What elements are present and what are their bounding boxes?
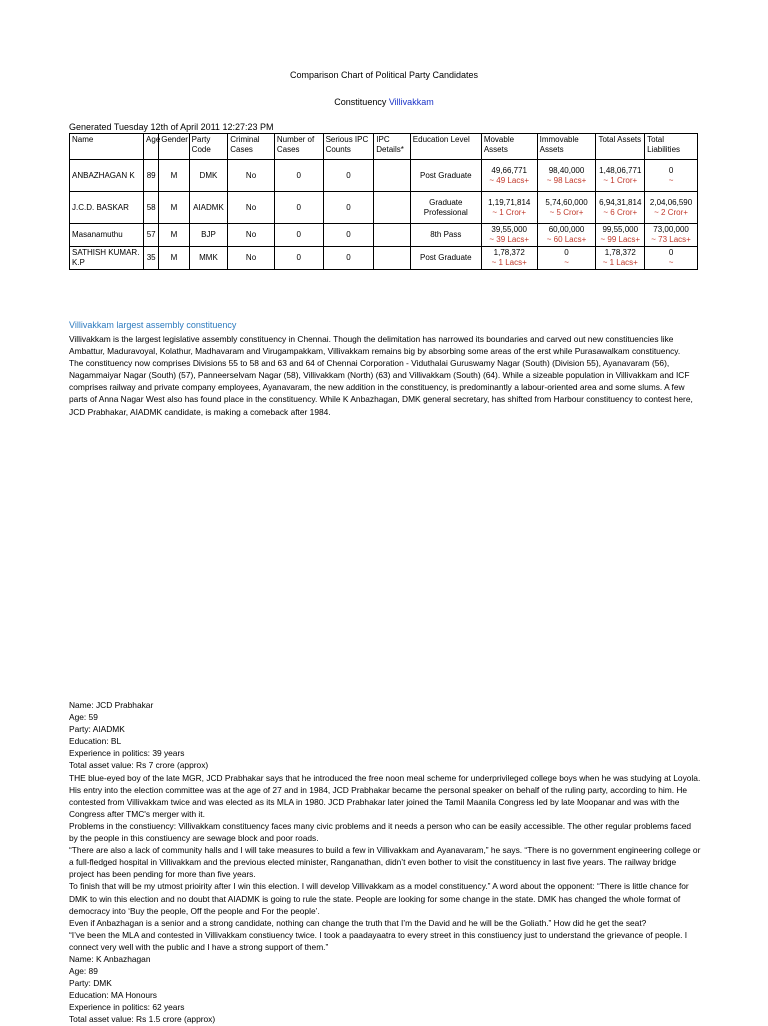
total-liabilities: [645, 247, 698, 270]
total-approx: ~ 1 Cror+: [603, 175, 638, 185]
table-row: [70, 192, 698, 224]
candidate-name: SATHISH KUMAR. K.P: [70, 247, 144, 270]
movable-value: 39,55,000: [491, 225, 527, 234]
profile-line: Education: BL: [69, 736, 122, 747]
total-assets: [596, 160, 645, 192]
movable-approx: ~ 49 Lacs+: [489, 175, 529, 185]
candidate-gender: M: [159, 160, 189, 192]
profile-line: THE blue-eyed boy of the late MGR, JCD Prabhakar says that he introduced the free noon meal scheme for underprivileged college boys when he was studying at Loyola.: [69, 772, 701, 783]
candidates-table: [69, 133, 698, 270]
ipc-details: [374, 160, 411, 192]
movable-value: 49,66,771: [491, 165, 527, 175]
number-of-cases: 0: [274, 224, 323, 247]
profile-line: “There are also a lack of community halls and I will take measures to build a few in Villivakkam and Ayanavaram,” he says. “There is no government engineering college or a full-fledged hospital in Villivakkam and the previous elected minister, Ranganathan, didn’t even bother to visit the constituency in last five years. The railway bridge project has been pending for more than five years.: [69, 845, 701, 880]
candidate-age: 89: [144, 160, 159, 192]
candidate-gender: M: [159, 224, 189, 247]
header-cell: Education Level: [410, 134, 481, 160]
liabilities-value: 0: [668, 248, 674, 257]
header-cell: Total Liabilities: [645, 134, 698, 160]
total-liabilities: [645, 192, 698, 224]
profile-line: Experience in politics: 39 years: [69, 748, 185, 759]
immovable-approx: ~: [564, 258, 569, 267]
serious-ipc-counts: 0: [323, 160, 374, 192]
candidate-age: 35: [144, 247, 159, 270]
header-cell: Serious IPC Counts: [323, 134, 374, 160]
profile-line: Name: K Anbazhagan: [69, 953, 151, 964]
profile-line: Education: MA Honours: [69, 990, 157, 1001]
movable-assets: [481, 192, 537, 224]
candidate-name: J.C.D. BASKAR: [70, 192, 144, 224]
criminal-cases: No: [228, 224, 275, 247]
movable-approx: ~ 1 Lacs+: [491, 258, 527, 267]
profile-line: “I’ve been the MLA and contested in Villivakkam constiuency twice. I took a paadayaatra to every street in this constiuency just to understand the grievance of people. I connect very well with the public and I have a strong support of them.”: [69, 929, 688, 952]
header-cell: Gender: [159, 134, 189, 160]
number-of-cases: 0: [274, 160, 323, 192]
immovable-value: 5,74,60,000: [545, 197, 588, 207]
candidate-age: 58: [144, 192, 159, 224]
profile-line: Age: 89: [69, 966, 98, 977]
serious-ipc-counts: 0: [323, 192, 374, 224]
number-of-cases: 0: [274, 192, 323, 224]
total-liabilities: [645, 224, 698, 247]
total-liabilities: [645, 160, 698, 192]
immovable-assets: [537, 224, 596, 247]
profile-line: Total asset value: Rs 1.5 crore (approx): [69, 1014, 216, 1025]
header-cell: Number of Cases: [274, 134, 323, 160]
movable-value: 1,78,372: [493, 248, 525, 257]
immovable-approx: ~ 60 Lacs+: [546, 235, 587, 244]
serious-ipc-counts: 0: [323, 247, 374, 270]
movable-approx: ~ 39 Lacs+: [489, 235, 529, 244]
profile-line: Problems in the constiuency: Villivakkam constituency faces many civic problems and it needs a person who can be easily accessible. The other regular problems faced by the people in this constiuency are sewage block and poor roads.: [69, 820, 692, 844]
total-value: 1,48,06,771: [599, 165, 642, 175]
constituency-name: Villivakkam: [388, 97, 434, 107]
header-cell: Criminal Cases: [228, 134, 275, 160]
profile-line: Party: DMK: [69, 978, 112, 989]
candidate-gender: M: [159, 192, 189, 224]
candidate-party: MMK: [189, 247, 228, 270]
criminal-cases: No: [228, 160, 275, 192]
criminal-cases: No: [228, 247, 275, 270]
profile-line: Total asset value: Rs 7 crore (approx): [69, 760, 209, 771]
liabilities-value: 0: [668, 165, 674, 175]
table-row: [70, 247, 698, 270]
total-assets: [596, 224, 645, 247]
section-heading: Villivakkam largest assembly constituency: [69, 320, 237, 330]
ipc-details: [374, 192, 411, 224]
education-level: 8th Pass: [410, 224, 481, 247]
table-row: [70, 224, 698, 247]
criminal-cases: No: [228, 192, 275, 224]
table-header-row: [70, 134, 698, 160]
immovable-assets: [537, 192, 596, 224]
total-approx: ~ 1 Lacs+: [602, 258, 638, 267]
movable-assets: [481, 224, 537, 247]
candidate-name: Masanamuthu: [70, 224, 144, 247]
immovable-approx: ~ 5 Cror+: [549, 207, 584, 217]
education-level: Graduate Professional: [410, 192, 481, 224]
total-assets: [596, 192, 645, 224]
constituency-line: [0, 97, 768, 107]
total-value: 99,55,000: [602, 225, 639, 234]
liabilities-value: 73,00,000: [653, 225, 689, 234]
total-approx: ~ 99 Lacs+: [600, 235, 641, 244]
education-level: Post Graduate: [410, 247, 481, 270]
header-cell: IPC Details*: [374, 134, 411, 160]
education-level: Post Graduate: [410, 160, 481, 192]
movable-approx: ~ 1 Cror+: [492, 207, 527, 217]
total-approx: ~ 6 Cror+: [603, 207, 638, 217]
ipc-details: [374, 247, 411, 270]
profile-line: Even if Anbazhagan is a senior and a strong candidate, nothing can change the truth that I’m the David and he will be the Goliath.” How did he get the seat?: [69, 917, 647, 928]
number-of-cases: 0: [274, 247, 323, 270]
immovable-assets: [537, 247, 596, 270]
profile-line: Age: 59: [69, 712, 98, 723]
candidate-profiles: [69, 699, 701, 1026]
immovable-value: 60,00,000: [548, 225, 585, 234]
constituency-label: Constituency: [334, 97, 387, 107]
profile-line: Party: AIADMK: [69, 724, 125, 735]
paragraph: Villivakkam is the largest legislative assembly constituency in Chennai. Though the delimitation has narrowed its boundaries and carved out new constituencies like Ambattur, Maduravoyal, Kolathur, Madhavaram and Virugampakkam, Villivakkam remains big by absorbing some areas of the erst while Purasawalkam constituency.: [69, 334, 681, 357]
header-cell: Party Code: [189, 134, 228, 160]
profile-line: Name: JCD Prabhakar: [69, 700, 154, 710]
serious-ipc-counts: 0: [323, 224, 374, 247]
candidate-party: DMK: [189, 160, 228, 192]
liabilities-approx: ~: [668, 175, 674, 185]
liabilities-value: 2,04,06,590: [649, 197, 693, 207]
constituency-description: [69, 333, 701, 418]
header-cell: Movable Assets: [481, 134, 537, 160]
total-assets: [596, 247, 645, 270]
candidate-party: AIADMK: [189, 192, 228, 224]
movable-assets: [481, 160, 537, 192]
candidate-age: 57: [144, 224, 159, 247]
immovable-assets: [537, 160, 596, 192]
profile-line: Experience in politics: 62 years: [69, 1002, 185, 1013]
immovable-approx: ~ 98 Lacs+: [546, 175, 587, 185]
total-value: 6,94,31,814: [599, 197, 642, 207]
candidate-party: BJP: [189, 224, 228, 247]
header-cell: Name: [70, 134, 144, 160]
generated-timestamp: Generated Tuesday 12th of April 2011 12:27:23 PM: [69, 122, 274, 132]
ipc-details: [374, 224, 411, 247]
profile-line: His entry into the election committee was at the age of 27 and in 1984, JCD Prabhakar became the personal speaker on behalf of the ruling party, according to him. He contested from Villivakkam twice and was elected as its MLA in 1980. JCD Prabhakar later joined the Tamil Maanila Congress led by late Moopanar and was with the Congress after TMC's merger with it.: [69, 784, 688, 819]
candidate-gender: M: [159, 247, 189, 270]
total-value: 1,78,372: [604, 248, 636, 257]
liabilities-approx: ~ 2 Cror+: [654, 207, 688, 217]
immovable-value: 98,40,000: [548, 165, 585, 175]
header-cell: Total Assets: [596, 134, 645, 160]
paragraph: The constituency now comprises Divisions 55 to 58 and 63 and 64 of Chennai Corporation - Viduthalai Guruswamy Nagar (South) (Division 55), Ayanavaram (56), Nagammaiyar Nagar (South) (57), Panneerselvam Nagar (58), Villivakkam (North) (63) and Villivakkam (South) (64). While a sizeable population in Villivakkam and ICF comprises railway and private company employees, Ayanavaram, the new addition in the constituency, is predominantly a labour-oriented area and some slums. A few parts of Anna Nagar West also has found place in the constituency. While K Anbazhagan, DMK general secretary, has shifted from Harbour constituency to contest here, JCD Prabhakar, AIADMK candidate, is making a comeback after 1984.: [69, 358, 693, 417]
candidate-name: ANBAZHAGAN K: [70, 160, 144, 192]
immovable-value: 0: [564, 248, 569, 257]
movable-assets: [481, 247, 537, 270]
header-cell: Age: [144, 134, 159, 160]
movable-value: 1,19,71,814: [488, 197, 531, 207]
document-title: Comparison Chart of Political Party Candidates: [289, 70, 479, 80]
liabilities-approx: ~: [668, 258, 674, 267]
table-row: [70, 160, 698, 192]
profile-line: To finish that will be my utmost prioirity after I win this election. I will develop Villivakkam as a model constituency.” A word about the opponent: “There is little chance for DMK to win this election and no doubt that AIADMK is going to rule the state. People are looking for some change in the state. DMK has changed the whole format of democracy into ‘Buy the people, Off the people and For the people’.: [69, 881, 689, 916]
header-cell: Immovable Assets: [537, 134, 596, 160]
liabilities-approx: ~ 73 Lacs+: [651, 235, 691, 244]
